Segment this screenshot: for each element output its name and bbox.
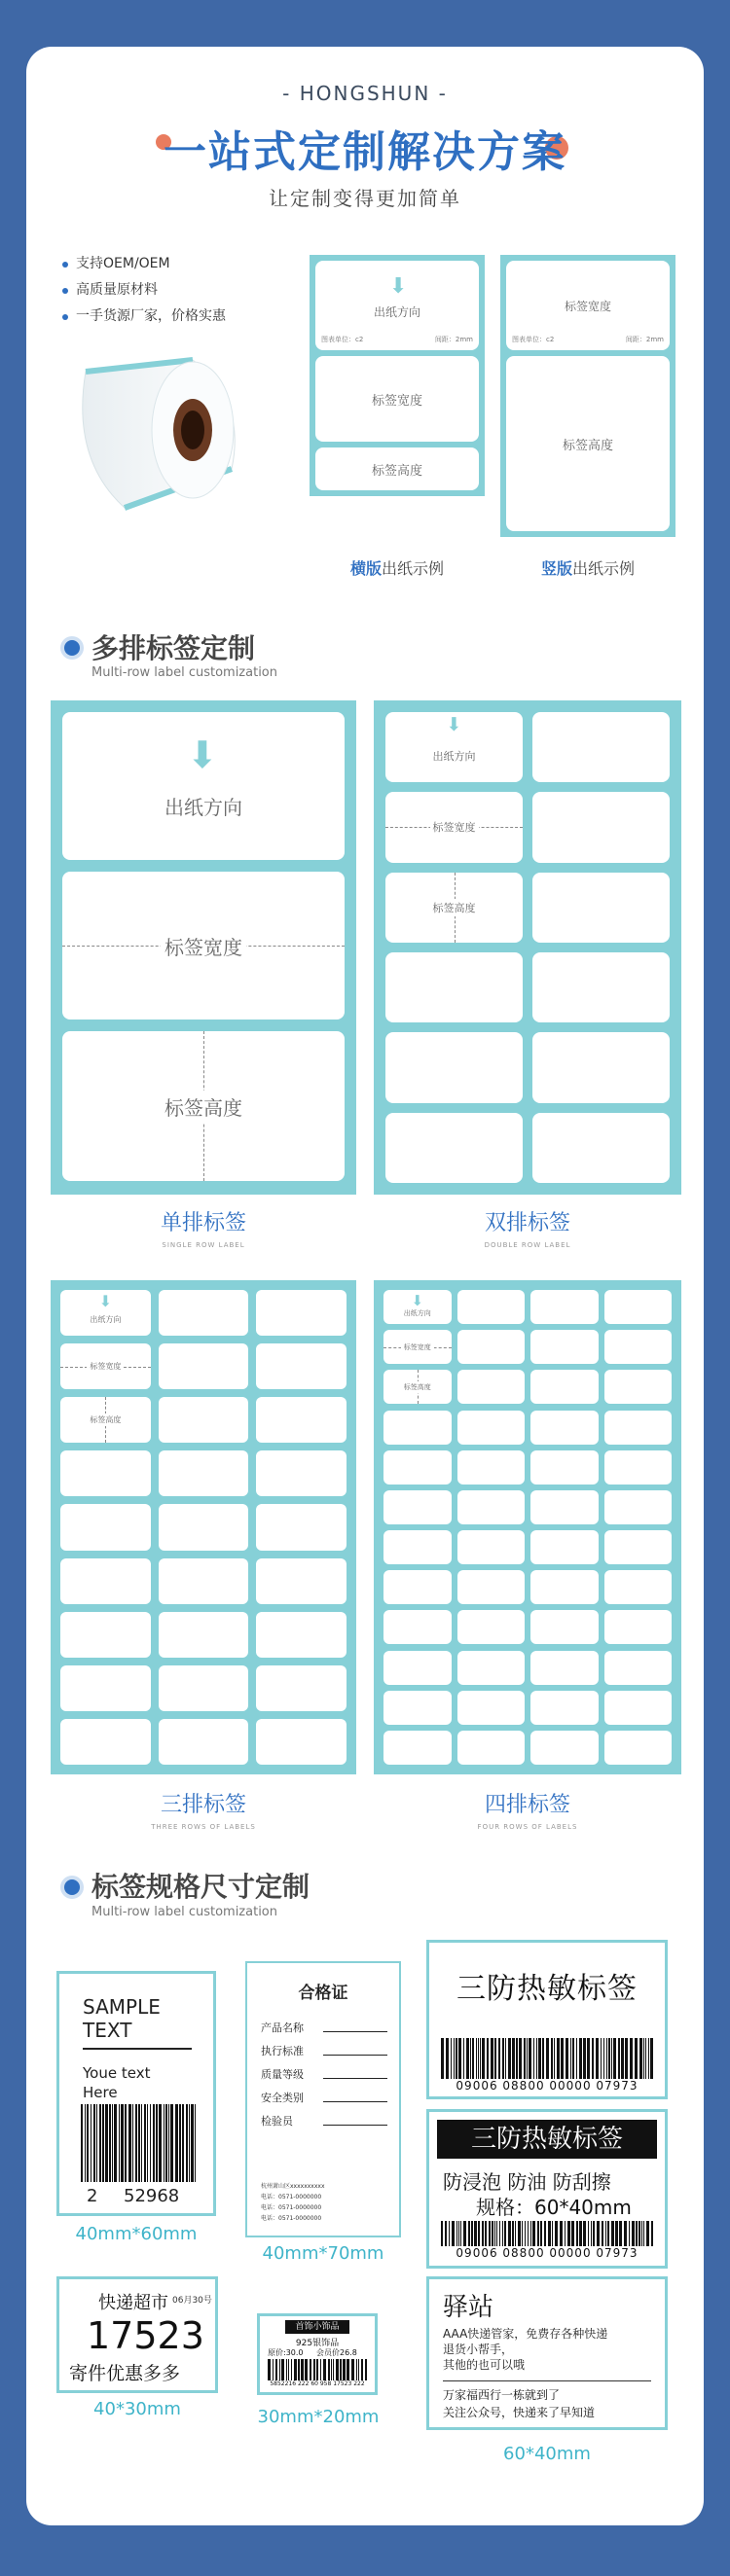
barcode-image <box>441 2038 653 2079</box>
unit-text: 图表单位：c2 <box>512 336 555 343</box>
label-cell <box>385 952 523 1022</box>
market-tip: 寄件优惠多多 <box>69 2363 181 2384</box>
barcode-number: 52968 <box>124 2186 180 2206</box>
label-cell <box>457 1570 526 1604</box>
label-cell <box>604 1651 673 1685</box>
certificate-row: 执行标准 <box>261 2043 387 2058</box>
label-cell <box>457 1490 526 1524</box>
label-cell <box>256 1450 347 1496</box>
divider <box>83 2048 192 2050</box>
certificate-label <box>245 1961 401 2237</box>
label-cell <box>383 1570 452 1604</box>
section-dot-icon <box>64 1879 80 1895</box>
label-width-text: 标签宽度 <box>87 1360 124 1373</box>
label-cell <box>604 1411 673 1445</box>
certificate-row: 质量等级 <box>261 2066 387 2082</box>
arrow-down-icon: ⬇ <box>411 1292 424 1309</box>
label-cell <box>530 1530 599 1564</box>
sample-heading: SAMPLE TEXT <box>83 1995 161 2042</box>
thermal-label-2 <box>426 2109 668 2269</box>
station-label <box>426 2276 668 2430</box>
label-cell <box>457 1610 526 1644</box>
label-cell <box>60 1665 151 1711</box>
label-width-text: 标签宽度 <box>564 299 611 313</box>
label-cell <box>383 1610 452 1644</box>
label-cell <box>159 1612 249 1658</box>
size-caption: 40*30mm <box>93 2399 181 2419</box>
label-cell <box>385 1113 523 1183</box>
label-cell <box>604 1731 673 1765</box>
caption-bold: 竖版 <box>540 559 572 578</box>
vertical-example-panel <box>500 255 675 537</box>
label-cell <box>159 1343 249 1389</box>
label-cell <box>530 1370 599 1404</box>
label-cell <box>385 1032 523 1102</box>
barcode-image <box>81 2104 198 2182</box>
quad-row-caption-en: FOUR ROWS OF LABELS <box>477 1823 578 1831</box>
sample-text-label <box>56 1971 216 2216</box>
caption-rest: 出纸示例 <box>382 559 445 578</box>
label-cell <box>457 1651 526 1685</box>
thermal-title-banner: 三防热敏标签 <box>437 2120 657 2159</box>
jewelry-member-price: 会员价26.8 <box>316 2348 357 2357</box>
section-subtitle-multirow: Multi-row label customization <box>91 665 277 680</box>
certificate-row: 安全类别 <box>261 2090 387 2105</box>
label-cell <box>60 1450 151 1496</box>
label-cell <box>604 1450 673 1485</box>
label-cell <box>532 712 670 782</box>
label-height-text: 标签高度 <box>161 1091 246 1123</box>
label-cell <box>532 1032 670 1102</box>
station-footer: 万家福西行一栋就到了 关注公众号，快递来了早知道 <box>443 2388 596 2419</box>
label-cell <box>60 1290 151 1336</box>
label-cell <box>457 1290 526 1324</box>
label-cell <box>457 1731 526 1765</box>
size-caption: 40mm*70mm <box>262 2243 384 2264</box>
label-cell <box>604 1691 673 1725</box>
feature-list <box>62 251 226 330</box>
label-height-text: 标签高度 <box>401 1381 434 1393</box>
label-cell <box>256 1504 347 1550</box>
single-row-caption-en: SINGLE ROW LABEL <box>162 1241 245 1249</box>
market-name: 快递超市 <box>98 2293 168 2313</box>
single-label-height <box>62 1031 345 1181</box>
single-row-caption: 单排标签 <box>160 1211 246 1235</box>
market-number: 17523 <box>87 2314 204 2357</box>
feed-direction-text: 出纸方向 <box>164 795 242 819</box>
barcode-image <box>268 2359 367 2380</box>
arrow-down-icon: ⬇ <box>98 1292 113 1310</box>
size-caption: 30mm*20mm <box>257 2407 380 2427</box>
label-cell <box>457 1370 526 1404</box>
feed-direction-text: 出纸方向 <box>90 1315 122 1325</box>
label-cell <box>385 712 523 782</box>
label-cell <box>159 1450 249 1496</box>
label-cell <box>530 1691 599 1725</box>
single-label-feed <box>62 712 345 860</box>
divider <box>443 2380 651 2381</box>
triple-row-panel <box>51 1280 356 1774</box>
double-row-caption-en: DOUBLE ROW LABEL <box>484 1241 571 1249</box>
feed-direction-text: 出纸方向 <box>373 304 420 319</box>
thermal-label-1 <box>426 1940 668 2099</box>
label-cell <box>530 1450 599 1485</box>
jewelry-badge: 首饰小饰品 <box>285 2320 349 2334</box>
feed-direction-text: 出纸方向 <box>432 749 476 763</box>
page-title: 一站式定制解决方案 <box>164 127 566 177</box>
label-cell <box>159 1504 249 1550</box>
label-cell <box>256 1397 347 1443</box>
label-cell <box>60 1558 151 1604</box>
arrow-down-icon: ⬇ <box>187 733 218 776</box>
label-cell <box>256 1290 347 1336</box>
label-cell <box>256 1343 347 1389</box>
sample-body: Youe text Here <box>83 2064 151 2101</box>
section-title-sizes: 标签规格尺寸定制 <box>91 1871 310 1903</box>
label-feed <box>315 261 479 350</box>
feed-direction-text: 出纸方向 <box>403 1309 431 1318</box>
label-height-text: 标签高度 <box>430 899 479 916</box>
label-cell <box>604 1370 673 1404</box>
certificate-contact: 杭州萧山区xxxxxxxxxx 电话：0571-0000000 电话：0571-0000000 电话：0571-0000000 <box>261 2183 325 2222</box>
label-cell <box>530 1570 599 1604</box>
label-cell <box>60 1612 151 1658</box>
caption-bold: 横版 <box>349 559 382 578</box>
label-height <box>315 447 479 490</box>
label-width-text: 标签宽度 <box>161 932 246 960</box>
double-row-panel <box>374 700 681 1195</box>
jewelry-label <box>257 2313 378 2395</box>
unit-text: 图表单位：c2 <box>321 336 364 343</box>
arrow-down-icon: ⬇ <box>446 714 462 735</box>
label-cell <box>604 1610 673 1644</box>
station-title: 驿站 <box>443 2293 494 2322</box>
label-cell <box>530 1330 599 1364</box>
label-cell <box>457 1450 526 1485</box>
section-title-multirow: 多排标签定制 <box>91 632 256 664</box>
thermal-title: 三防热敏标签 <box>456 1972 638 2006</box>
certificate-title: 合格证 <box>298 1984 348 2003</box>
label-cell <box>383 1651 452 1685</box>
label-cell <box>159 1719 249 1765</box>
express-market-label <box>56 2276 218 2393</box>
label-cell <box>457 1691 526 1725</box>
thermal-spec: 规格：60*40mm <box>476 2196 632 2219</box>
label-cell <box>383 1370 452 1404</box>
label-cell <box>532 792 670 862</box>
label-cell <box>532 873 670 943</box>
label-cell <box>383 1731 452 1765</box>
label-vertical-top <box>506 261 670 350</box>
size-caption: 60*40mm <box>503 2444 591 2464</box>
label-cell <box>159 1558 249 1604</box>
brand-name: - HONGSHUN - <box>282 82 448 105</box>
label-cell <box>530 1651 599 1685</box>
market-date: 06月30号 <box>172 2296 212 2306</box>
label-cell <box>383 1411 452 1445</box>
station-text: AAA快递管家，免费存各种快递 退货小帮手， 其他的也可以哦 <box>443 2327 608 2372</box>
section-dot-icon <box>64 640 80 656</box>
quad-row-panel <box>374 1280 681 1774</box>
label-cell <box>60 1397 151 1443</box>
label-cell <box>383 1530 452 1564</box>
triple-row-caption-en: THREE ROWS OF LABELS <box>151 1823 256 1831</box>
label-cell <box>385 873 523 943</box>
feature-item: 支持OEM/OEM <box>62 251 226 277</box>
feature-item: 一手货源厂家，价格实惠 <box>62 304 226 330</box>
gap-text: 间距：2mm <box>625 336 664 343</box>
feature-item: 高质量原材料 <box>62 277 226 304</box>
barcode-number: 5852216 222 60 958 17523 222 <box>270 2380 365 2387</box>
label-cell <box>530 1731 599 1765</box>
label-cell <box>383 1290 452 1324</box>
gap-text: 间距：2mm <box>434 336 473 343</box>
label-roll-image <box>47 352 261 527</box>
triple-row-caption: 三排标签 <box>160 1793 246 1817</box>
label-height-text: 标签高度 <box>562 438 613 453</box>
thermal-features: 防浸泡 防油 防刮擦 <box>443 2170 611 2194</box>
label-cell <box>383 1330 452 1364</box>
jewelry-price: 原价:30.0 <box>268 2348 304 2357</box>
label-cell <box>60 1504 151 1550</box>
horizontal-example-panel <box>310 255 485 496</box>
section-subtitle-sizes: Multi-row label customization <box>91 1905 277 1919</box>
single-row-panel <box>51 700 356 1195</box>
label-cell <box>385 792 523 862</box>
label-cell <box>532 952 670 1022</box>
arrow-down-icon: ⬇ <box>389 274 408 299</box>
barcode-number: 09006 08800 00000 07973 <box>456 2246 639 2260</box>
label-cell <box>383 1490 452 1524</box>
label-width-text: 标签宽度 <box>401 1342 434 1353</box>
label-cell <box>604 1570 673 1604</box>
label-cell <box>159 1397 249 1443</box>
double-row-caption: 双排标签 <box>484 1211 570 1235</box>
label-cell <box>256 1719 347 1765</box>
certificate-row: 产品名称 <box>261 2020 387 2035</box>
label-cell <box>457 1411 526 1445</box>
label-cell <box>159 1665 249 1711</box>
label-vertical-bottom <box>506 356 670 531</box>
label-cell <box>604 1290 673 1324</box>
label-cell <box>530 1490 599 1524</box>
label-height-text: 标签高度 <box>87 1413 124 1426</box>
jewelry-model: 925银饰品 <box>295 2339 340 2348</box>
single-label-width <box>62 872 345 1020</box>
barcode-number: 09006 08800 00000 07973 <box>456 2079 639 2093</box>
label-width-text: 标签宽度 <box>430 818 479 836</box>
horizontal-caption <box>310 556 485 579</box>
label-cell <box>457 1330 526 1364</box>
certificate-row: 检验员 <box>261 2113 387 2129</box>
label-cell <box>159 1290 249 1336</box>
label-cell <box>60 1719 151 1765</box>
label-cell <box>256 1665 347 1711</box>
label-cell <box>530 1411 599 1445</box>
label-height-text: 标签高度 <box>371 463 422 479</box>
label-cell <box>60 1343 151 1389</box>
barcode-image <box>441 2221 653 2246</box>
label-cell <box>604 1490 673 1524</box>
barcode-digit: 2 <box>87 2186 98 2206</box>
vertical-caption <box>500 556 675 579</box>
label-cell <box>532 1113 670 1183</box>
size-caption: 40mm*60mm <box>75 2224 198 2244</box>
label-cell <box>530 1610 599 1644</box>
label-cell <box>256 1558 347 1604</box>
label-width-text: 标签宽度 <box>371 393 422 409</box>
label-cell <box>604 1530 673 1564</box>
label-cell <box>383 1450 452 1485</box>
label-cell <box>457 1530 526 1564</box>
page-subtitle: 让定制变得更加简单 <box>269 187 461 210</box>
label-cell <box>530 1290 599 1324</box>
label-width <box>315 356 479 442</box>
label-cell <box>383 1691 452 1725</box>
quad-row-caption: 四排标签 <box>484 1793 570 1817</box>
caption-rest: 出纸示例 <box>572 559 636 578</box>
label-cell <box>256 1612 347 1658</box>
label-cell <box>604 1330 673 1364</box>
